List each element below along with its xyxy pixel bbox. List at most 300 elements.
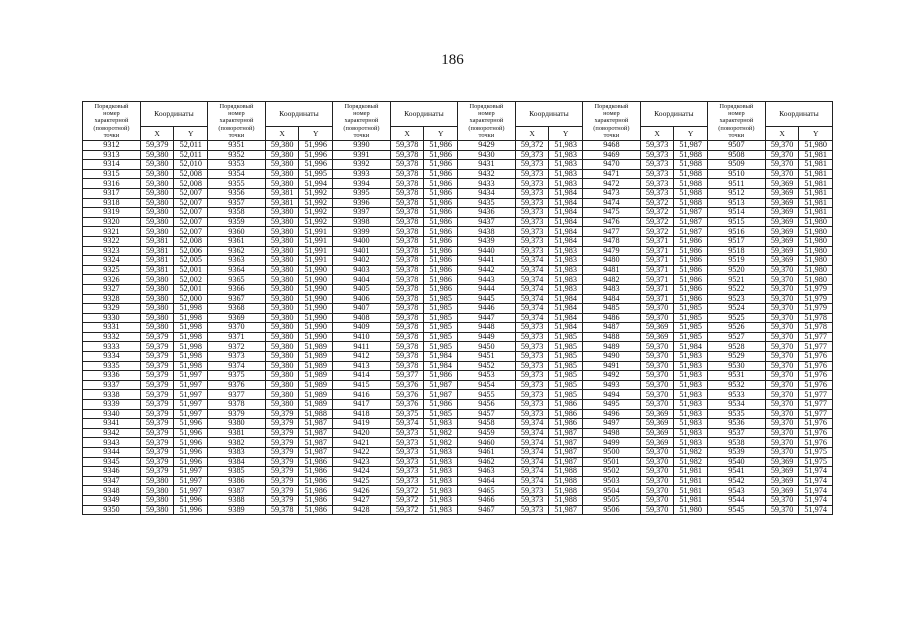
- y-coordinate-cell: 51,988: [549, 467, 583, 477]
- x-coordinate-cell: 59,379: [140, 400, 174, 410]
- table-row: [83, 294, 833, 304]
- y-coordinate-cell: 51,997: [174, 409, 208, 419]
- point-number-cell: 9477: [582, 227, 640, 237]
- point-number-cell: 9511: [707, 179, 765, 189]
- x-coordinate-cell: 59,377: [390, 371, 424, 381]
- x-coordinate-cell: 59,380: [265, 294, 299, 304]
- y-coordinate-cell: 51,976: [799, 419, 833, 429]
- y-coordinate-cell: 51,983: [549, 160, 583, 170]
- point-number-cell: 9420: [332, 428, 390, 438]
- point-number-cell: 9337: [83, 380, 141, 390]
- x-coordinate-cell: 59,381: [140, 246, 174, 256]
- y-coordinate-cell: 51,980: [799, 275, 833, 285]
- y-coordinate-cell: 51,981: [799, 150, 833, 160]
- point-number-cell: 9447: [457, 313, 515, 323]
- point-number-cell: 9370: [207, 323, 265, 333]
- x-coordinate-cell: 59,370: [640, 313, 674, 323]
- point-number-cell: 9472: [582, 179, 640, 189]
- point-number-cell: 9368: [207, 304, 265, 314]
- point-number-cell: 9433: [457, 179, 515, 189]
- point-number-cell: 9395: [332, 188, 390, 198]
- x-coordinate-cell: 59,370: [765, 428, 799, 438]
- x-coordinate-cell: 59,369: [765, 198, 799, 208]
- x-coordinate-cell: 59,373: [390, 457, 424, 467]
- x-coordinate-cell: 59,380: [265, 304, 299, 314]
- x-coordinate-cell: 59,373: [515, 505, 549, 515]
- point-number-cell: 9446: [457, 304, 515, 314]
- y-coordinate-cell: 51,986: [674, 265, 708, 275]
- point-number-cell: 9343: [83, 438, 141, 448]
- y-coordinate-cell: 51,987: [549, 448, 583, 458]
- table-row: [83, 390, 833, 400]
- point-number-cell: 9334: [83, 352, 141, 362]
- point-number-cell: 9524: [707, 304, 765, 314]
- y-coordinate-cell: 51,995: [299, 169, 333, 179]
- y-coordinate-cell: 51,986: [424, 169, 458, 179]
- y-coordinate-cell: 51,986: [674, 275, 708, 285]
- x-coordinate-cell: 59,380: [265, 284, 299, 294]
- y-coordinate-cell: 51,979: [799, 294, 833, 304]
- y-coordinate-cell: 52,001: [174, 284, 208, 294]
- y-coordinate-cell: 51,998: [174, 323, 208, 333]
- x-coordinate-cell: 59,373: [515, 208, 549, 218]
- point-number-cell: 9504: [582, 486, 640, 496]
- x-coordinate-cell: 59,372: [640, 227, 674, 237]
- header-line: (поворотной): [593, 124, 630, 132]
- x-coordinate-cell: 59,370: [765, 160, 799, 170]
- y-coordinate-cell: 51,978: [799, 323, 833, 333]
- point-number-cell: 9545: [707, 505, 765, 515]
- y-coordinate-cell: 51,980: [799, 265, 833, 275]
- point-number-cell: 9372: [207, 342, 265, 352]
- point-number-cell: 9414: [332, 371, 390, 381]
- point-number-cell: 9348: [83, 486, 141, 496]
- x-coordinate-cell: 59,378: [390, 236, 424, 246]
- x-coordinate-cell: 59,379: [140, 342, 174, 352]
- y-coordinate-cell: 51,998: [174, 352, 208, 362]
- x-coordinate-cell: 59,380: [265, 150, 299, 160]
- y-coordinate-cell: 51,981: [674, 495, 708, 505]
- y-coordinate-cell: 51,987: [299, 428, 333, 438]
- x-coordinate-cell: 59,371: [640, 275, 674, 285]
- point-number-cell: 9390: [332, 141, 390, 151]
- header-line: (поворотной): [468, 124, 505, 132]
- header-line: точки: [728, 131, 745, 139]
- point-number-cell: 9480: [582, 256, 640, 266]
- coordinates-header: Координаты: [515, 102, 582, 127]
- x-coordinate-cell: 59,370: [765, 304, 799, 314]
- point-number-cell: 9346: [83, 467, 141, 477]
- y-coordinate-cell: 51,983: [424, 495, 458, 505]
- x-coordinate-cell: 59,378: [390, 141, 424, 151]
- y-coordinate-cell: 51,986: [424, 236, 458, 246]
- table-row: [83, 380, 833, 390]
- x-coordinate-cell: 59,369: [765, 208, 799, 218]
- x-coordinate-cell: 59,370: [765, 448, 799, 458]
- x-coordinate-cell: 59,371: [640, 265, 674, 275]
- y-coordinate-cell: 51,977: [799, 332, 833, 342]
- x-coordinate-cell: 59,380: [265, 332, 299, 342]
- x-coordinate-cell: 59,380: [140, 505, 174, 515]
- table-row: [83, 457, 833, 467]
- header-line: Порядковый: [594, 103, 629, 111]
- point-number-cell: 9396: [332, 198, 390, 208]
- x-coordinate-cell: 59,373: [515, 188, 549, 198]
- y-coordinate-cell: 51,985: [424, 304, 458, 314]
- x-coordinate-cell: 59,370: [640, 361, 674, 371]
- y-coordinate-cell: 51,986: [424, 208, 458, 218]
- point-number-cell: 9432: [457, 169, 515, 179]
- y-coordinate-cell: 51,982: [674, 448, 708, 458]
- x-coordinate-cell: 59,373: [515, 342, 549, 352]
- table-row: [83, 179, 833, 189]
- point-number-cell: 9404: [332, 275, 390, 285]
- point-number-cell: 9317: [83, 188, 141, 198]
- x-coordinate-cell: 59,380: [140, 150, 174, 160]
- point-number-cell: 9364: [207, 265, 265, 275]
- point-number-cell: 9339: [83, 400, 141, 410]
- header-line: Порядковый: [469, 103, 504, 111]
- point-number-cell: 9493: [582, 380, 640, 390]
- y-coordinate-cell: 51,992: [299, 208, 333, 218]
- x-header: X: [640, 127, 674, 141]
- y-coordinate-cell: 51,977: [799, 409, 833, 419]
- x-coordinate-cell: 59,378: [390, 160, 424, 170]
- x-coordinate-cell: 59,373: [515, 400, 549, 410]
- x-coordinate-cell: 59,374: [515, 256, 549, 266]
- x-coordinate-cell: 59,371: [640, 246, 674, 256]
- point-number-cell: 9537: [707, 428, 765, 438]
- point-number-cell: 9391: [332, 150, 390, 160]
- x-coordinate-cell: 59,380: [265, 141, 299, 151]
- x-coordinate-cell: 59,370: [640, 371, 674, 381]
- point-number-cell: 9474: [582, 198, 640, 208]
- point-number-cell: 9461: [457, 448, 515, 458]
- y-coordinate-cell: 51,983: [674, 361, 708, 371]
- point-number-cell: 9521: [707, 275, 765, 285]
- point-number-cell: 9488: [582, 332, 640, 342]
- x-coordinate-cell: 59,370: [765, 505, 799, 515]
- point-number-cell: 9426: [332, 486, 390, 496]
- y-coordinate-cell: 52,002: [174, 275, 208, 285]
- x-coordinate-cell: 59,378: [390, 294, 424, 304]
- x-coordinate-cell: 59,380: [265, 160, 299, 170]
- x-coordinate-cell: 59,381: [140, 265, 174, 275]
- y-coordinate-cell: 51,984: [549, 236, 583, 246]
- point-number-cell: 9361: [207, 236, 265, 246]
- y-coordinate-cell: 51,984: [424, 352, 458, 362]
- y-coordinate-cell: 51,990: [299, 265, 333, 275]
- point-number-cell: 9410: [332, 332, 390, 342]
- x-coordinate-cell: 59,374: [515, 419, 549, 429]
- x-coordinate-cell: 59,370: [640, 448, 674, 458]
- x-coordinate-cell: 59,370: [765, 371, 799, 381]
- x-coordinate-cell: 59,379: [140, 390, 174, 400]
- point-number-cell: 9459: [457, 428, 515, 438]
- x-coordinate-cell: 59,375: [390, 409, 424, 419]
- y-coordinate-cell: 51,987: [424, 390, 458, 400]
- x-coordinate-cell: 59,369: [765, 236, 799, 246]
- y-coordinate-cell: 51,976: [799, 371, 833, 381]
- point-number-cell: 9451: [457, 352, 515, 362]
- point-number-cell: 9448: [457, 323, 515, 333]
- x-coordinate-cell: 59,380: [265, 246, 299, 256]
- point-number-header: [332, 102, 390, 141]
- x-coordinate-cell: 59,370: [640, 304, 674, 314]
- point-number-header: [707, 102, 765, 141]
- page-number: 186: [441, 52, 464, 68]
- y-header: Y: [299, 127, 333, 141]
- point-number-cell: 9406: [332, 294, 390, 304]
- y-coordinate-cell: 51,986: [424, 160, 458, 170]
- y-coordinate-cell: 51,983: [549, 141, 583, 151]
- point-number-cell: 9419: [332, 419, 390, 429]
- table-row: [83, 284, 833, 294]
- x-coordinate-cell: 59,380: [140, 284, 174, 294]
- point-number-cell: 9353: [207, 160, 265, 170]
- y-coordinate-cell: 51,989: [299, 371, 333, 381]
- point-number-cell: 9322: [83, 236, 141, 246]
- y-coordinate-cell: 51,996: [174, 428, 208, 438]
- x-coordinate-cell: 59,380: [265, 352, 299, 362]
- table-row: [83, 371, 833, 381]
- point-number-cell: 9366: [207, 284, 265, 294]
- point-number-cell: 9481: [582, 265, 640, 275]
- x-coordinate-cell: 59,370: [765, 438, 799, 448]
- point-number-cell: 9363: [207, 256, 265, 266]
- y-coordinate-cell: 51,986: [299, 505, 333, 515]
- table-row: [83, 342, 833, 352]
- point-number-cell: 9436: [457, 208, 515, 218]
- table-row: [83, 208, 833, 218]
- table-row: [83, 304, 833, 314]
- x-coordinate-cell: 59,373: [515, 486, 549, 496]
- y-coordinate-cell: 51,986: [424, 275, 458, 285]
- point-number-cell: 9519: [707, 256, 765, 266]
- point-number-cell: 9381: [207, 428, 265, 438]
- y-coordinate-cell: 51,985: [674, 323, 708, 333]
- y-coordinate-cell: 51,997: [174, 390, 208, 400]
- point-number-cell: 9491: [582, 361, 640, 371]
- table-row: [83, 188, 833, 198]
- y-coordinate-cell: 52,000: [174, 294, 208, 304]
- x-coordinate-cell: 59,371: [640, 294, 674, 304]
- x-coordinate-cell: 59,369: [640, 428, 674, 438]
- point-number-cell: 9323: [83, 246, 141, 256]
- x-coordinate-cell: 59,374: [515, 294, 549, 304]
- point-number-cell: 9425: [332, 476, 390, 486]
- x-coordinate-cell: 59,379: [140, 141, 174, 151]
- y-coordinate-cell: 51,986: [424, 256, 458, 266]
- y-coordinate-cell: 51,985: [424, 342, 458, 352]
- x-coordinate-cell: 59,380: [140, 217, 174, 227]
- y-coordinate-cell: 51,986: [424, 246, 458, 256]
- y-coordinate-cell: 51,986: [424, 227, 458, 237]
- y-coordinate-cell: 52,007: [174, 227, 208, 237]
- x-coordinate-cell: 59,370: [765, 419, 799, 429]
- point-number-cell: 9514: [707, 208, 765, 218]
- y-header: Y: [174, 127, 208, 141]
- x-coordinate-cell: 59,370: [765, 352, 799, 362]
- point-number-cell: 9400: [332, 236, 390, 246]
- point-number-cell: 9455: [457, 390, 515, 400]
- table-row: [83, 361, 833, 371]
- header-line: точки: [353, 131, 370, 139]
- y-coordinate-cell: 51,982: [424, 428, 458, 438]
- x-coordinate-cell: 59,369: [765, 188, 799, 198]
- x-coordinate-cell: 59,370: [765, 332, 799, 342]
- y-coordinate-cell: 52,001: [174, 265, 208, 275]
- x-coordinate-cell: 59,379: [265, 486, 299, 496]
- y-coordinate-cell: 51,986: [674, 284, 708, 294]
- x-coordinate-cell: 59,373: [515, 246, 549, 256]
- point-number-cell: 9347: [83, 476, 141, 486]
- y-coordinate-cell: 51,983: [424, 505, 458, 515]
- x-coordinate-cell: 59,373: [390, 428, 424, 438]
- header-line: Порядковый: [344, 103, 379, 111]
- x-coordinate-cell: 59,373: [515, 236, 549, 246]
- point-number-cell: 9413: [332, 361, 390, 371]
- point-number-cell: 9506: [582, 505, 640, 515]
- x-coordinate-cell: 59,373: [515, 495, 549, 505]
- y-coordinate-cell: 51,996: [174, 457, 208, 467]
- x-coordinate-cell: 59,373: [515, 169, 549, 179]
- y-coordinate-cell: 51,985: [424, 313, 458, 323]
- y-coordinate-cell: 51,978: [799, 313, 833, 323]
- x-coordinate-cell: 59,373: [390, 438, 424, 448]
- x-coordinate-cell: 59,372: [390, 486, 424, 496]
- point-number-cell: 9525: [707, 313, 765, 323]
- point-number-cell: 9405: [332, 284, 390, 294]
- y-coordinate-cell: 51,998: [174, 342, 208, 352]
- x-coordinate-cell: 59,370: [765, 323, 799, 333]
- point-number-cell: 9351: [207, 141, 265, 151]
- point-number-cell: 9471: [582, 169, 640, 179]
- point-number-cell: 9489: [582, 342, 640, 352]
- x-coordinate-cell: 59,370: [765, 294, 799, 304]
- point-number-cell: 9529: [707, 352, 765, 362]
- table-row: [83, 275, 833, 285]
- point-number-cell: 9416: [332, 390, 390, 400]
- x-coordinate-cell: 59,380: [265, 361, 299, 371]
- y-coordinate-cell: 51,988: [299, 409, 333, 419]
- point-number-cell: 9454: [457, 380, 515, 390]
- x-coordinate-cell: 59,381: [265, 188, 299, 198]
- point-number-cell: 9340: [83, 409, 141, 419]
- y-coordinate-cell: 51,984: [549, 294, 583, 304]
- y-coordinate-cell: 51,994: [299, 179, 333, 189]
- table-row: [83, 169, 833, 179]
- y-coordinate-cell: 51,974: [799, 486, 833, 496]
- y-coordinate-cell: 51,976: [799, 438, 833, 448]
- x-coordinate-cell: 59,380: [140, 227, 174, 237]
- x-coordinate-cell: 59,378: [390, 227, 424, 237]
- point-number-cell: 9379: [207, 409, 265, 419]
- point-number-cell: 9437: [457, 217, 515, 227]
- y-coordinate-cell: 51,988: [674, 179, 708, 189]
- point-number-cell: 9435: [457, 198, 515, 208]
- point-number-cell: 9466: [457, 495, 515, 505]
- y-coordinate-cell: 51,983: [674, 419, 708, 429]
- y-coordinate-cell: 52,008: [174, 236, 208, 246]
- y-coordinate-cell: 51,998: [174, 313, 208, 323]
- x-coordinate-cell: 59,372: [390, 495, 424, 505]
- coordinates-table: [82, 101, 833, 515]
- x-header: X: [765, 127, 799, 141]
- point-number-cell: 9373: [207, 352, 265, 362]
- point-number-cell: 9516: [707, 227, 765, 237]
- point-number-cell: 9397: [332, 208, 390, 218]
- x-coordinate-cell: 59,374: [390, 419, 424, 429]
- y-coordinate-cell: 51,997: [174, 467, 208, 477]
- x-coordinate-cell: 59,380: [140, 188, 174, 198]
- point-number-cell: 9358: [207, 208, 265, 218]
- x-coordinate-cell: 59,376: [390, 400, 424, 410]
- y-coordinate-cell: 51,981: [674, 467, 708, 477]
- y-coordinate-cell: 51,988: [674, 169, 708, 179]
- y-coordinate-cell: 51,986: [299, 467, 333, 477]
- x-coordinate-cell: 59,380: [265, 390, 299, 400]
- point-number-cell: 9542: [707, 476, 765, 486]
- point-number-cell: 9314: [83, 160, 141, 170]
- x-coordinate-cell: 59,374: [515, 304, 549, 314]
- table-row: [83, 265, 833, 275]
- point-number-cell: 9533: [707, 390, 765, 400]
- x-coordinate-cell: 59,378: [390, 169, 424, 179]
- point-number-cell: 9333: [83, 342, 141, 352]
- x-coordinate-cell: 59,380: [265, 313, 299, 323]
- y-coordinate-cell: 51,985: [549, 361, 583, 371]
- y-coordinate-cell: 51,983: [674, 400, 708, 410]
- x-coordinate-cell: 59,380: [140, 169, 174, 179]
- point-number-cell: 9456: [457, 400, 515, 410]
- x-coordinate-cell: 59,373: [390, 448, 424, 458]
- header-line: характерной: [594, 117, 629, 125]
- y-coordinate-cell: 52,007: [174, 198, 208, 208]
- header-line: номер: [728, 110, 745, 118]
- y-coordinate-cell: 51,975: [799, 457, 833, 467]
- table-row: [83, 438, 833, 448]
- table-row: [83, 160, 833, 170]
- point-number-cell: 9443: [457, 275, 515, 285]
- y-header: Y: [799, 127, 833, 141]
- header-line: точки: [478, 131, 495, 139]
- y-coordinate-cell: 51,981: [799, 188, 833, 198]
- point-number-cell: 9543: [707, 486, 765, 496]
- y-coordinate-cell: 51,983: [549, 169, 583, 179]
- x-coordinate-cell: 59,380: [140, 208, 174, 218]
- y-coordinate-cell: 51,977: [799, 390, 833, 400]
- point-number-cell: 9389: [207, 505, 265, 515]
- x-coordinate-cell: 59,374: [515, 428, 549, 438]
- x-coordinate-cell: 59,373: [640, 169, 674, 179]
- y-coordinate-cell: 51,985: [549, 380, 583, 390]
- x-coordinate-cell: 59,380: [265, 217, 299, 227]
- x-coordinate-cell: 59,370: [765, 400, 799, 410]
- point-number-cell: 9371: [207, 332, 265, 342]
- header-line: характерной: [94, 117, 129, 125]
- y-coordinate-cell: 51,986: [674, 236, 708, 246]
- x-coordinate-cell: 59,369: [765, 179, 799, 189]
- y-coordinate-cell: 51,996: [299, 141, 333, 151]
- y-coordinate-cell: 51,985: [424, 294, 458, 304]
- x-coordinate-cell: 59,369: [640, 323, 674, 333]
- y-coordinate-cell: 51,985: [549, 332, 583, 342]
- point-number-cell: 9380: [207, 419, 265, 429]
- y-coordinate-cell: 51,986: [674, 256, 708, 266]
- y-header: Y: [674, 127, 708, 141]
- x-coordinate-cell: 59,378: [390, 256, 424, 266]
